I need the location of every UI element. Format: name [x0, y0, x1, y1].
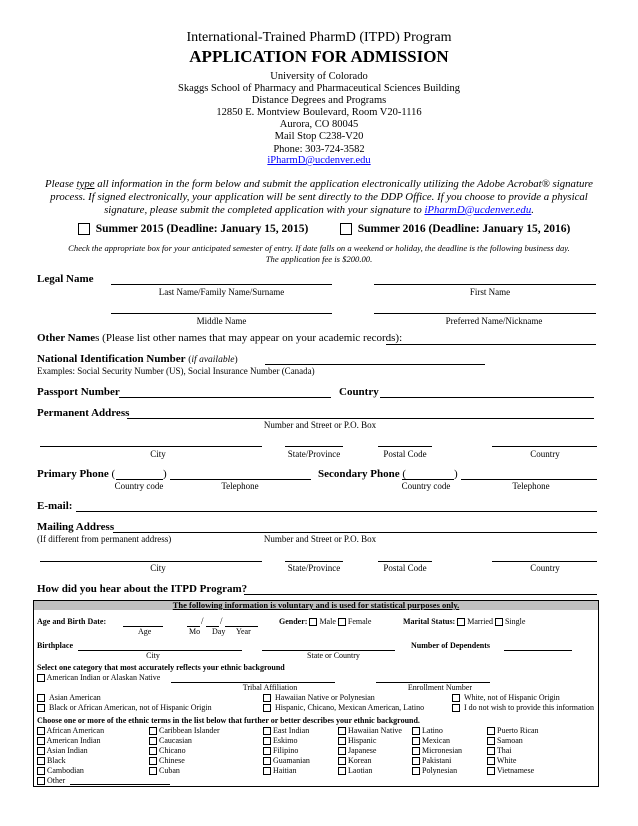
- age-caption: Age: [138, 627, 152, 636]
- address-line: University of Colorado: [270, 71, 368, 82]
- ethnic-term-checkbox[interactable]: [338, 737, 346, 745]
- dependents-input[interactable]: [504, 650, 572, 651]
- ethnic-term-option[interactable]: [149, 726, 220, 735]
- mailing-state-input[interactable]: [285, 561, 343, 562]
- header-email-container: [0, 155, 638, 166]
- white-nonhispanic-checkbox[interactable]: [452, 694, 460, 702]
- ethnic-term-option[interactable]: [412, 766, 457, 775]
- ethnic-term-label: Asian Indian: [46, 746, 88, 755]
- header-email-link[interactable]: iPharmD@ucdenver.edu: [267, 155, 371, 166]
- ethnic-term-option[interactable]: [37, 726, 104, 735]
- birthplace-label: Birthplace: [37, 641, 73, 650]
- primary-country-code-caption: Country code: [114, 481, 164, 491]
- secondary-telephone-input[interactable]: [461, 479, 597, 480]
- ethnic-term-label: Filipino: [273, 746, 299, 755]
- primary-phone-label: Primary Phone (: [37, 468, 116, 480]
- gender-group: Gender: Male Female: [279, 617, 372, 626]
- ethnic-term-option[interactable]: [37, 766, 84, 775]
- ethnic-term-checkbox[interactable]: [263, 757, 271, 765]
- year-caption: Year: [236, 627, 251, 636]
- national-id-input[interactable]: [265, 364, 485, 365]
- last-name-caption: Last Name/Family Name/Surname: [158, 287, 285, 297]
- ethnic-term-option[interactable]: [338, 726, 402, 735]
- enrollment-caption: Enrollment Number: [407, 683, 473, 692]
- ethnic-term-checkbox[interactable]: [412, 727, 420, 735]
- ethnic-term-label: Chicano: [159, 746, 186, 755]
- primary-country-code-input[interactable]: [116, 479, 163, 480]
- ethnic-term-option[interactable]: [338, 756, 372, 765]
- ethnic-term-label: Hawaiian Native: [348, 726, 402, 735]
- ethnic-term-checkbox[interactable]: [263, 727, 271, 735]
- instructions: Please type all information in the form below and submit the application electronically utilizing the Adobe Acrobat® signature process. If signed electronically, your application will be sent directly to the DDP Office. If you choose to provide a physical signature, please submit the completed application with your signature to iPharmD@ucdenver.edu.: [45, 178, 593, 216]
- ethnic-term-label: Korean: [348, 756, 372, 765]
- ethnic-term-other[interactable]: Other: [37, 776, 65, 785]
- permanent-street-input[interactable]: [127, 418, 594, 419]
- ethnic-term-checkbox[interactable]: [487, 757, 495, 765]
- preferred-name-caption: Preferred Name/Nickname: [445, 316, 543, 326]
- other-names-label: Other Names (Please list other names that may appear on your academic records):: [37, 332, 403, 344]
- mailing-country-caption: Country: [530, 563, 560, 573]
- tribal-caption: Tribal Affiliation: [242, 683, 298, 692]
- birthplace-state-caption: State or Country: [307, 651, 360, 660]
- address-line: Aurora, CO 80045: [279, 119, 359, 131]
- permanent-state-input[interactable]: [285, 446, 343, 447]
- hawaiian-option[interactable]: Hawaiian Native or Polynesian: [263, 693, 375, 702]
- primary-paren: ): [163, 468, 167, 480]
- ethnic-term-checkbox[interactable]: [37, 767, 45, 775]
- no-provide-checkbox[interactable]: [452, 704, 460, 712]
- black-nonhispanic-option[interactable]: Black or African American, not of Hispanic Origin: [37, 703, 212, 712]
- permanent-city-input[interactable]: [40, 446, 262, 447]
- email-label: E-mail:: [37, 500, 73, 512]
- mailing-country-input[interactable]: [492, 561, 597, 562]
- ethnic-term-checkbox[interactable]: [412, 757, 420, 765]
- ethnic-term-checkbox[interactable]: [37, 747, 45, 755]
- ethnic-bg-label: Select one category that most accurately reflects your ethnic background: [37, 663, 285, 672]
- ethnic-term-option[interactable]: [149, 756, 185, 765]
- asian-american-checkbox[interactable]: [37, 694, 45, 702]
- mailing-postal-caption: Postal Code: [383, 563, 427, 573]
- hear-label: How did you hear about the ITPD Program?: [37, 583, 248, 595]
- ethnic-term-label: Guamanian: [273, 756, 310, 765]
- street-caption: Number and Street or P.O. Box: [263, 420, 377, 430]
- ethnic-term-option[interactable]: [263, 736, 297, 745]
- secondary-country-code-input[interactable]: [402, 479, 454, 480]
- other-input[interactable]: [70, 784, 170, 785]
- ethnic-term-checkbox[interactable]: [412, 767, 420, 775]
- voluntary-banner: The following information is voluntary and is used for statistical purposes only.: [34, 601, 598, 610]
- address-line: Skaggs School of Pharmacy and Pharmaceutical Sciences Building: [178, 83, 460, 95]
- ethnic-term-checkbox[interactable]: [487, 747, 495, 755]
- ethnic-term-checkbox[interactable]: [149, 747, 157, 755]
- permanent-country-input[interactable]: [492, 446, 597, 447]
- ethnic-term-option[interactable]: [487, 746, 512, 755]
- last-name-input[interactable]: [111, 284, 332, 285]
- ethnic-term-label: Cuban: [159, 766, 180, 775]
- ethnic-term-label: Samoan: [497, 736, 523, 745]
- ethnic-term-option[interactable]: [37, 746, 88, 755]
- american-indian-checkbox[interactable]: [37, 674, 45, 682]
- summer-2016-checkbox[interactable]: [340, 223, 352, 235]
- ethnic-term-label: Thai: [496, 746, 512, 755]
- ethnic-term-option[interactable]: [487, 726, 539, 735]
- ethnic-term-option[interactable]: [487, 766, 534, 775]
- ethnic-term-checkbox[interactable]: [338, 747, 346, 755]
- date-slash-2: /: [220, 616, 223, 626]
- ethnic-term-option[interactable]: [263, 756, 310, 765]
- other-checkbox[interactable]: [37, 777, 45, 785]
- birthplace-city-caption: City: [146, 651, 160, 660]
- asian-american-option[interactable]: Asian American: [37, 693, 101, 702]
- fee-note: The application fee is $200.00.: [265, 254, 373, 264]
- legal-name-label: Legal Name: [37, 273, 94, 285]
- mailing-city-input[interactable]: [40, 561, 262, 562]
- ethnic-term-label: Puerto Rican: [497, 726, 539, 735]
- program-name: International-Trained PharmD (ITPD) Program: [186, 30, 452, 45]
- ethnic-term-checkbox[interactable]: [487, 737, 495, 745]
- day-caption: Day: [212, 627, 226, 636]
- ethnic-term-checkbox[interactable]: [37, 727, 45, 735]
- other-names-input[interactable]: [386, 344, 596, 345]
- ethnic-term-option[interactable]: [412, 746, 462, 755]
- if-different-caption: (If different from permanent address): [37, 534, 172, 544]
- ethnic-term-checkbox[interactable]: [338, 757, 346, 765]
- ethnic-term-label: Chinese: [159, 756, 185, 765]
- black-nonhispanic-checkbox[interactable]: [37, 704, 45, 712]
- hawaiian-checkbox[interactable]: [263, 694, 271, 702]
- ethnic-term-label: American Indian: [46, 736, 101, 745]
- ethnic-term-option[interactable]: [37, 756, 66, 765]
- ethnic-term-label: Mexican: [422, 736, 450, 745]
- ethnic-term-option[interactable]: [338, 736, 376, 745]
- ethnic-term-option[interactable]: [412, 726, 443, 735]
- ethnic-term-option[interactable]: [487, 756, 516, 765]
- address-line: Phone: 303-724-3582: [273, 143, 365, 155]
- national-id-examples: Examples: Social Security Number (US), Social Insurance Number (Canada): [37, 366, 315, 376]
- primary-telephone-input[interactable]: [170, 479, 311, 480]
- white-nonhispanic-option[interactable]: White, not of Hispanic Origin: [452, 693, 560, 702]
- first-name-caption: First Name: [469, 287, 511, 297]
- form-title: APPLICATION FOR ADMISSION: [189, 47, 449, 66]
- ethnic-term-label: Black: [47, 756, 66, 765]
- country-caption: Country: [530, 449, 560, 459]
- ethnic-term-label: Vietnamese: [496, 766, 535, 775]
- ethnic-term-option[interactable]: [149, 746, 186, 755]
- age-birth-label: Age and Birth Date:: [37, 617, 107, 626]
- married-checkbox[interactable]: [457, 618, 465, 626]
- mailing-street-caption: Number and Street or P.O. Box: [263, 534, 377, 544]
- passport-label: Passport Number: [37, 386, 120, 398]
- ethnic-term-label: East Indian: [273, 726, 310, 735]
- middle-name-input[interactable]: [111, 313, 332, 314]
- ethnic-term-checkbox[interactable]: [412, 747, 420, 755]
- term-summer-2016[interactable]: Summer 2016 (Deadline: January 15, 2016): [340, 223, 570, 235]
- ethnic-term-option[interactable]: [149, 766, 180, 775]
- primary-telephone-caption: Telephone: [221, 481, 259, 491]
- ethnic-term-checkbox[interactable]: [149, 767, 157, 775]
- mailing-address-label: Mailing Address: [37, 521, 115, 533]
- ethnic-term-option[interactable]: [412, 736, 450, 745]
- ethnic-term-checkbox[interactable]: [487, 767, 495, 775]
- male-checkbox[interactable]: [309, 618, 317, 626]
- ethnic-term-label: White: [496, 756, 517, 765]
- ethnic-term-label: Micronesian: [422, 746, 462, 755]
- city-caption: City: [150, 449, 166, 459]
- ethnic-term-label: Haitian: [273, 766, 297, 775]
- ethnic-term-option[interactable]: [487, 736, 523, 745]
- marital-group: Marital Status: Married Single: [403, 617, 526, 626]
- mailing-city-caption: City: [150, 563, 166, 573]
- ethnic-term-checkbox[interactable]: [412, 737, 420, 745]
- no-provide-option[interactable]: I do not wish to provide this information: [452, 703, 594, 712]
- term-summer-2015[interactable]: Summer 2015 (Deadline: January 15, 2015): [78, 223, 308, 235]
- female-checkbox[interactable]: [338, 618, 346, 626]
- ethnic-term-label: African American: [46, 726, 105, 735]
- permanent-postal-input[interactable]: [378, 446, 432, 447]
- secondary-telephone-caption: Telephone: [512, 481, 550, 491]
- summer-2015-checkbox[interactable]: [78, 223, 90, 235]
- state-caption: State/Province: [287, 449, 341, 459]
- ethnic-term-checkbox[interactable]: [263, 767, 271, 775]
- hear-input[interactable]: [244, 594, 597, 595]
- ethnic-term-option[interactable]: [263, 746, 298, 755]
- ethnic-term-label: Japanese: [348, 746, 377, 755]
- first-name-input[interactable]: [374, 284, 596, 285]
- ethnic-term-option[interactable]: [37, 736, 101, 745]
- preferred-name-input[interactable]: [374, 313, 596, 314]
- ethnic-term-option[interactable]: [263, 766, 297, 775]
- american-indian-option[interactable]: American Indian or Alaskan Native: [37, 673, 160, 682]
- ethnic-term-label: Caucasian: [159, 736, 192, 745]
- secondary-country-code-caption: Country code: [401, 481, 451, 491]
- postal-caption: Postal Code: [383, 449, 427, 459]
- instructions-email-link[interactable]: iPharmD@ucdenver.edu: [424, 203, 532, 216]
- ethnic-term-option[interactable]: [338, 766, 372, 775]
- ethnic-term-checkbox[interactable]: [149, 757, 157, 765]
- permanent-address-label: Permanent Address: [37, 407, 130, 419]
- ethnic-term-label: Latino: [422, 726, 443, 735]
- hispanic-checkbox[interactable]: [263, 704, 271, 712]
- hispanic-option[interactable]: Hispanic, Chicano, Mexican American, Latino: [263, 703, 424, 712]
- single-checkbox[interactable]: [495, 618, 503, 626]
- ethnic-term-checkbox[interactable]: [149, 727, 157, 735]
- ethnic-term-checkbox[interactable]: [37, 757, 45, 765]
- date-slash-1: /: [201, 616, 204, 626]
- ethnic-term-checkbox[interactable]: [487, 727, 495, 735]
- ethnic-term-option[interactable]: [412, 756, 451, 765]
- passport-input[interactable]: [119, 397, 331, 398]
- mailing-state-caption: State/Province: [287, 563, 341, 573]
- address-line: Mail Stop C238-V20: [274, 131, 364, 143]
- term-note: Check the appropriate box for your anticipated semester of entry. If date falls on a weekend or holiday, the deadline is the following business day.: [68, 243, 570, 253]
- address-line: Distance Degrees and Programs: [251, 95, 387, 107]
- ethnic-term-label: Cambodian: [47, 766, 84, 775]
- ethnic-term-label: Eskimo: [273, 736, 298, 745]
- ethnic-term-checkbox[interactable]: [338, 767, 346, 775]
- ethnic-term-option[interactable]: [338, 746, 376, 755]
- choose-terms-label: Choose one or more of the ethnic terms in the list below that further or better describes your ethnic background.: [37, 716, 420, 725]
- mo-caption: Mo: [189, 627, 201, 636]
- school-address: [0, 71, 638, 156]
- secondary-phone-label: Secondary Phone (: [318, 468, 407, 480]
- national-id-label: National Identification Number (if available): [37, 353, 238, 365]
- ethnic-term-label: Caribbean Islander: [159, 726, 220, 735]
- address-line: 12850 E. Montview Boulevard, Room V20-1116: [216, 107, 422, 119]
- ethnic-term-checkbox[interactable]: [338, 727, 346, 735]
- dependents-label: Number of Dependents: [411, 641, 490, 650]
- ethnic-term-option[interactable]: [149, 736, 192, 745]
- middle-name-caption: Middle Name: [196, 316, 247, 326]
- ethnic-term-checkbox[interactable]: [37, 737, 45, 745]
- ethnic-term-label: Polynesian: [422, 766, 458, 775]
- mailing-street-input[interactable]: [113, 532, 597, 533]
- ethnic-term-checkbox[interactable]: [263, 747, 271, 755]
- ethnic-term-checkbox[interactable]: [263, 737, 271, 745]
- ethnic-term-option[interactable]: [263, 726, 309, 735]
- ethnic-term-label: Hispanic: [348, 736, 377, 745]
- ethnic-term-label: Laotian: [348, 766, 373, 775]
- ethnic-term-label: Pakistani: [422, 756, 452, 765]
- country-input[interactable]: [380, 397, 594, 398]
- mailing-postal-input[interactable]: [378, 561, 432, 562]
- ethnic-term-checkbox[interactable]: [149, 737, 157, 745]
- secondary-paren: ): [454, 468, 458, 480]
- country-label: Country: [339, 386, 379, 398]
- email-input[interactable]: [76, 511, 597, 512]
